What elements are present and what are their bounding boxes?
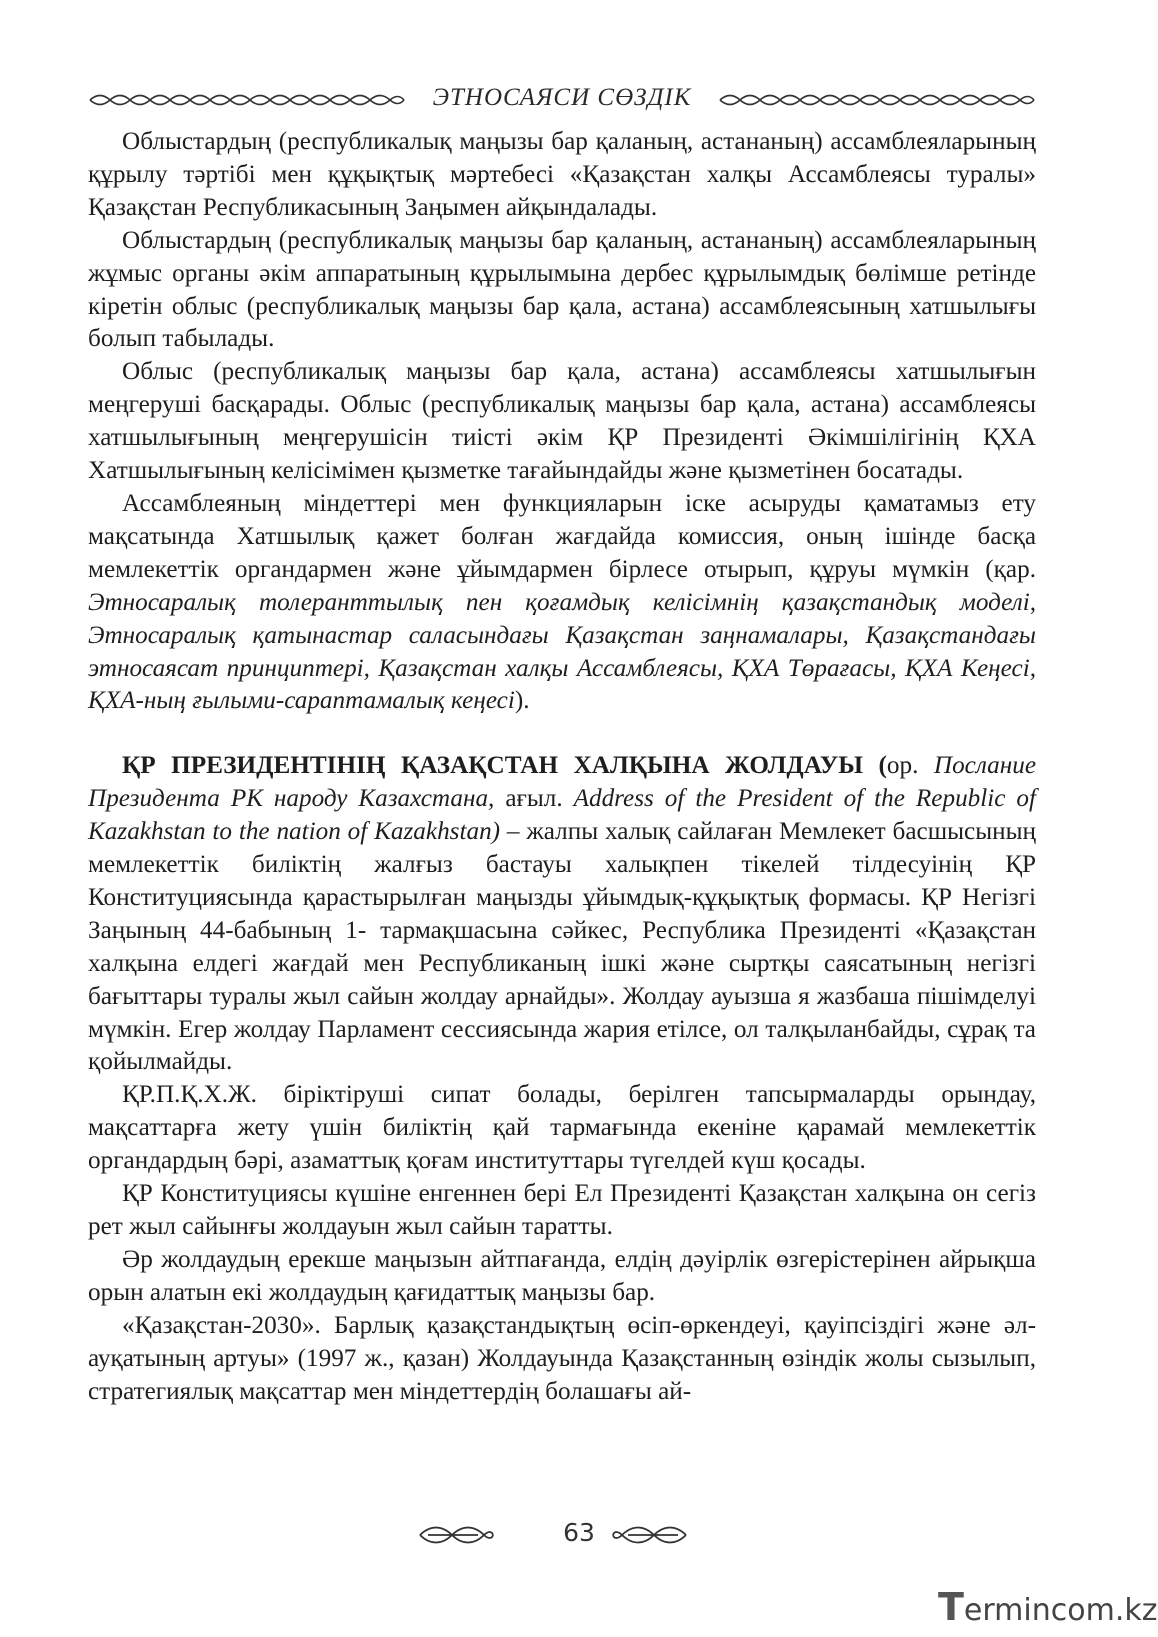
entry-term: ҚР ПРЕЗИДЕНТІНІҢ ҚАЗАҚСТАН ХАЛҚЫНА ЖОЛДАУЫ ( bbox=[122, 752, 887, 780]
paragraph-text: Ассамблеяның міндеттері мен функцияларын іске асыруды қаматамыз ету мақсатында Хатшылық қажет болған жағдайда комиссия, оның ішінде басқа мемлекеттік органдармен және ұйымдармен бірлесе отырып, құруы мүмкін (қар. bbox=[88, 489, 1036, 583]
paragraph: ҚР Конституциясы күшіне енгеннен бері Ел Президенті Қазақстан халқына он сегіз рет жыл сайынғы жолдауын жыл сайын таратты. bbox=[88, 1180, 1036, 1240]
watermark-text: ermincom.kz bbox=[963, 1593, 1158, 1628]
english-translation: Address of the President of the Republic of Kazakhstan to the nation of Kazakhstan) bbox=[88, 785, 1036, 846]
paragraph-end: ). bbox=[514, 687, 530, 715]
paragraph-cross-reference bbox=[88, 488, 1036, 718]
page-content bbox=[88, 126, 1036, 1408]
paragraph: «Қазақстан-2030». Барлық қазақстандықтың өсіп-өркендеуі, қауіпсіздігі және әл-ауқатының артуы» (1997 ж., қазан) Жолдауында Қазақстанның өзіндік жолы сызылып, стратегиялық мақсаттар мен міндеттердің болашағы ай- bbox=[88, 1311, 1036, 1405]
cross-reference-list: Этносаралық толеранттылық пен қоғамдық келісімнің қазақстандық моделі, Этносаралық қатынастар саласындағы Қазақстан заңнамалары, Қазақстандағы этносаясат принциптері, Қазақстан халқы Ассамблеясы, ҚХА Төрағасы, ҚХА Кеңесі, ҚХА-ның ғылыми-сараптамалық кеңесі bbox=[88, 588, 1036, 715]
page-number: 63 bbox=[563, 1518, 595, 1547]
ornament-swirl-right-icon bbox=[612, 1524, 688, 1546]
paragraph: Облыс (республикалық маңызы бар қала, астана) ассамблеясы хатшылығын меңгеруші басқарады. Облыс (республикалық маңызы бар қала, астана) ассамблеясы хатшылығының меңгерушісін тиісті әкім ҚР Президенті Әкімшілігінің ҚХА Хатшылығының келісімімен қызметке тағайындайды және қызметінен босатады. bbox=[88, 358, 1036, 485]
watermark bbox=[938, 1585, 1158, 1631]
running-header bbox=[88, 84, 1036, 116]
entry-definition: – жалпы халық сайлаған Мемлекет басшысының мемлекеттік биліктің жалғыз бастауы халықпен тікелей тілдесуінің ҚР Конституциясында қарастырылған маңызды ұйымдық-құқықтық формасы. ҚР Негізгі Заңының 44-бабының 1- тармақшасына сәйкес, Республика Президенті «Қазақстан халқына елдегі жағдай мен Республиканың ішкі және сыртқы саясатының негізгі бағыттары туралы жыл сайын жолдау арнайды». Жолдау ауызша я жазбаша пішімделуі мүмкін. Егер жолдау Парламент сессиясында жария етілсе, ол талқыланбайды, сұрақ та қойылмайды. bbox=[88, 818, 1036, 1076]
paragraph: Әр жолдаудың ерекше маңызын айтпағанда, елдің дәуірлік өзгерістерінен айрықша орын алатын екі жолдаудың қағидаттық маңызы бар. bbox=[88, 1245, 1036, 1306]
paragraph: Облыстардың (республикалық маңызы бар қаланың, астананың) ассамблеяларының жұмыс органы әкім аппаратының құрылымына дербес құрылымдық бөлімше ретінде кіретін облыс (республикалық маңызы бар қала, астана) ассамблеясының хатшылығы болып табылады. bbox=[88, 226, 1036, 353]
paragraph: ҚР.П.Қ.Х.Ж. біріктіруші сипат болады, берілген тапсырмаларды орындау, мақсаттарға жету үшін биліктің қай тармағында екеніне қарамай мемлекеттік органдардың бәрі, азаматтық қоғам институттары түгелдей күш қосады. bbox=[88, 1081, 1036, 1175]
russian-translation: Послание Президента РК народу Казахстана, bbox=[88, 752, 1037, 813]
header-title: ЭТНОСАЯСИ СӨЗДІК bbox=[432, 84, 692, 111]
ornament-border-right-icon bbox=[718, 91, 1036, 109]
dictionary-entry bbox=[88, 750, 1036, 1079]
russian-label: ор. bbox=[886, 752, 934, 780]
page-footer bbox=[0, 1518, 1158, 1558]
english-label: ағыл. bbox=[494, 785, 574, 813]
paragraph: Облыстардың (республикалық маңызы бар қаланың, астананың) ассамблеяларының құрылу тәртібі мен құқықтық мәртебесі «Қазақстан халқы Ассамблеясы туралы» Қазақстан Республикасының Заңымен айқындалады. bbox=[88, 128, 1036, 221]
watermark-initial: T bbox=[938, 1585, 964, 1629]
